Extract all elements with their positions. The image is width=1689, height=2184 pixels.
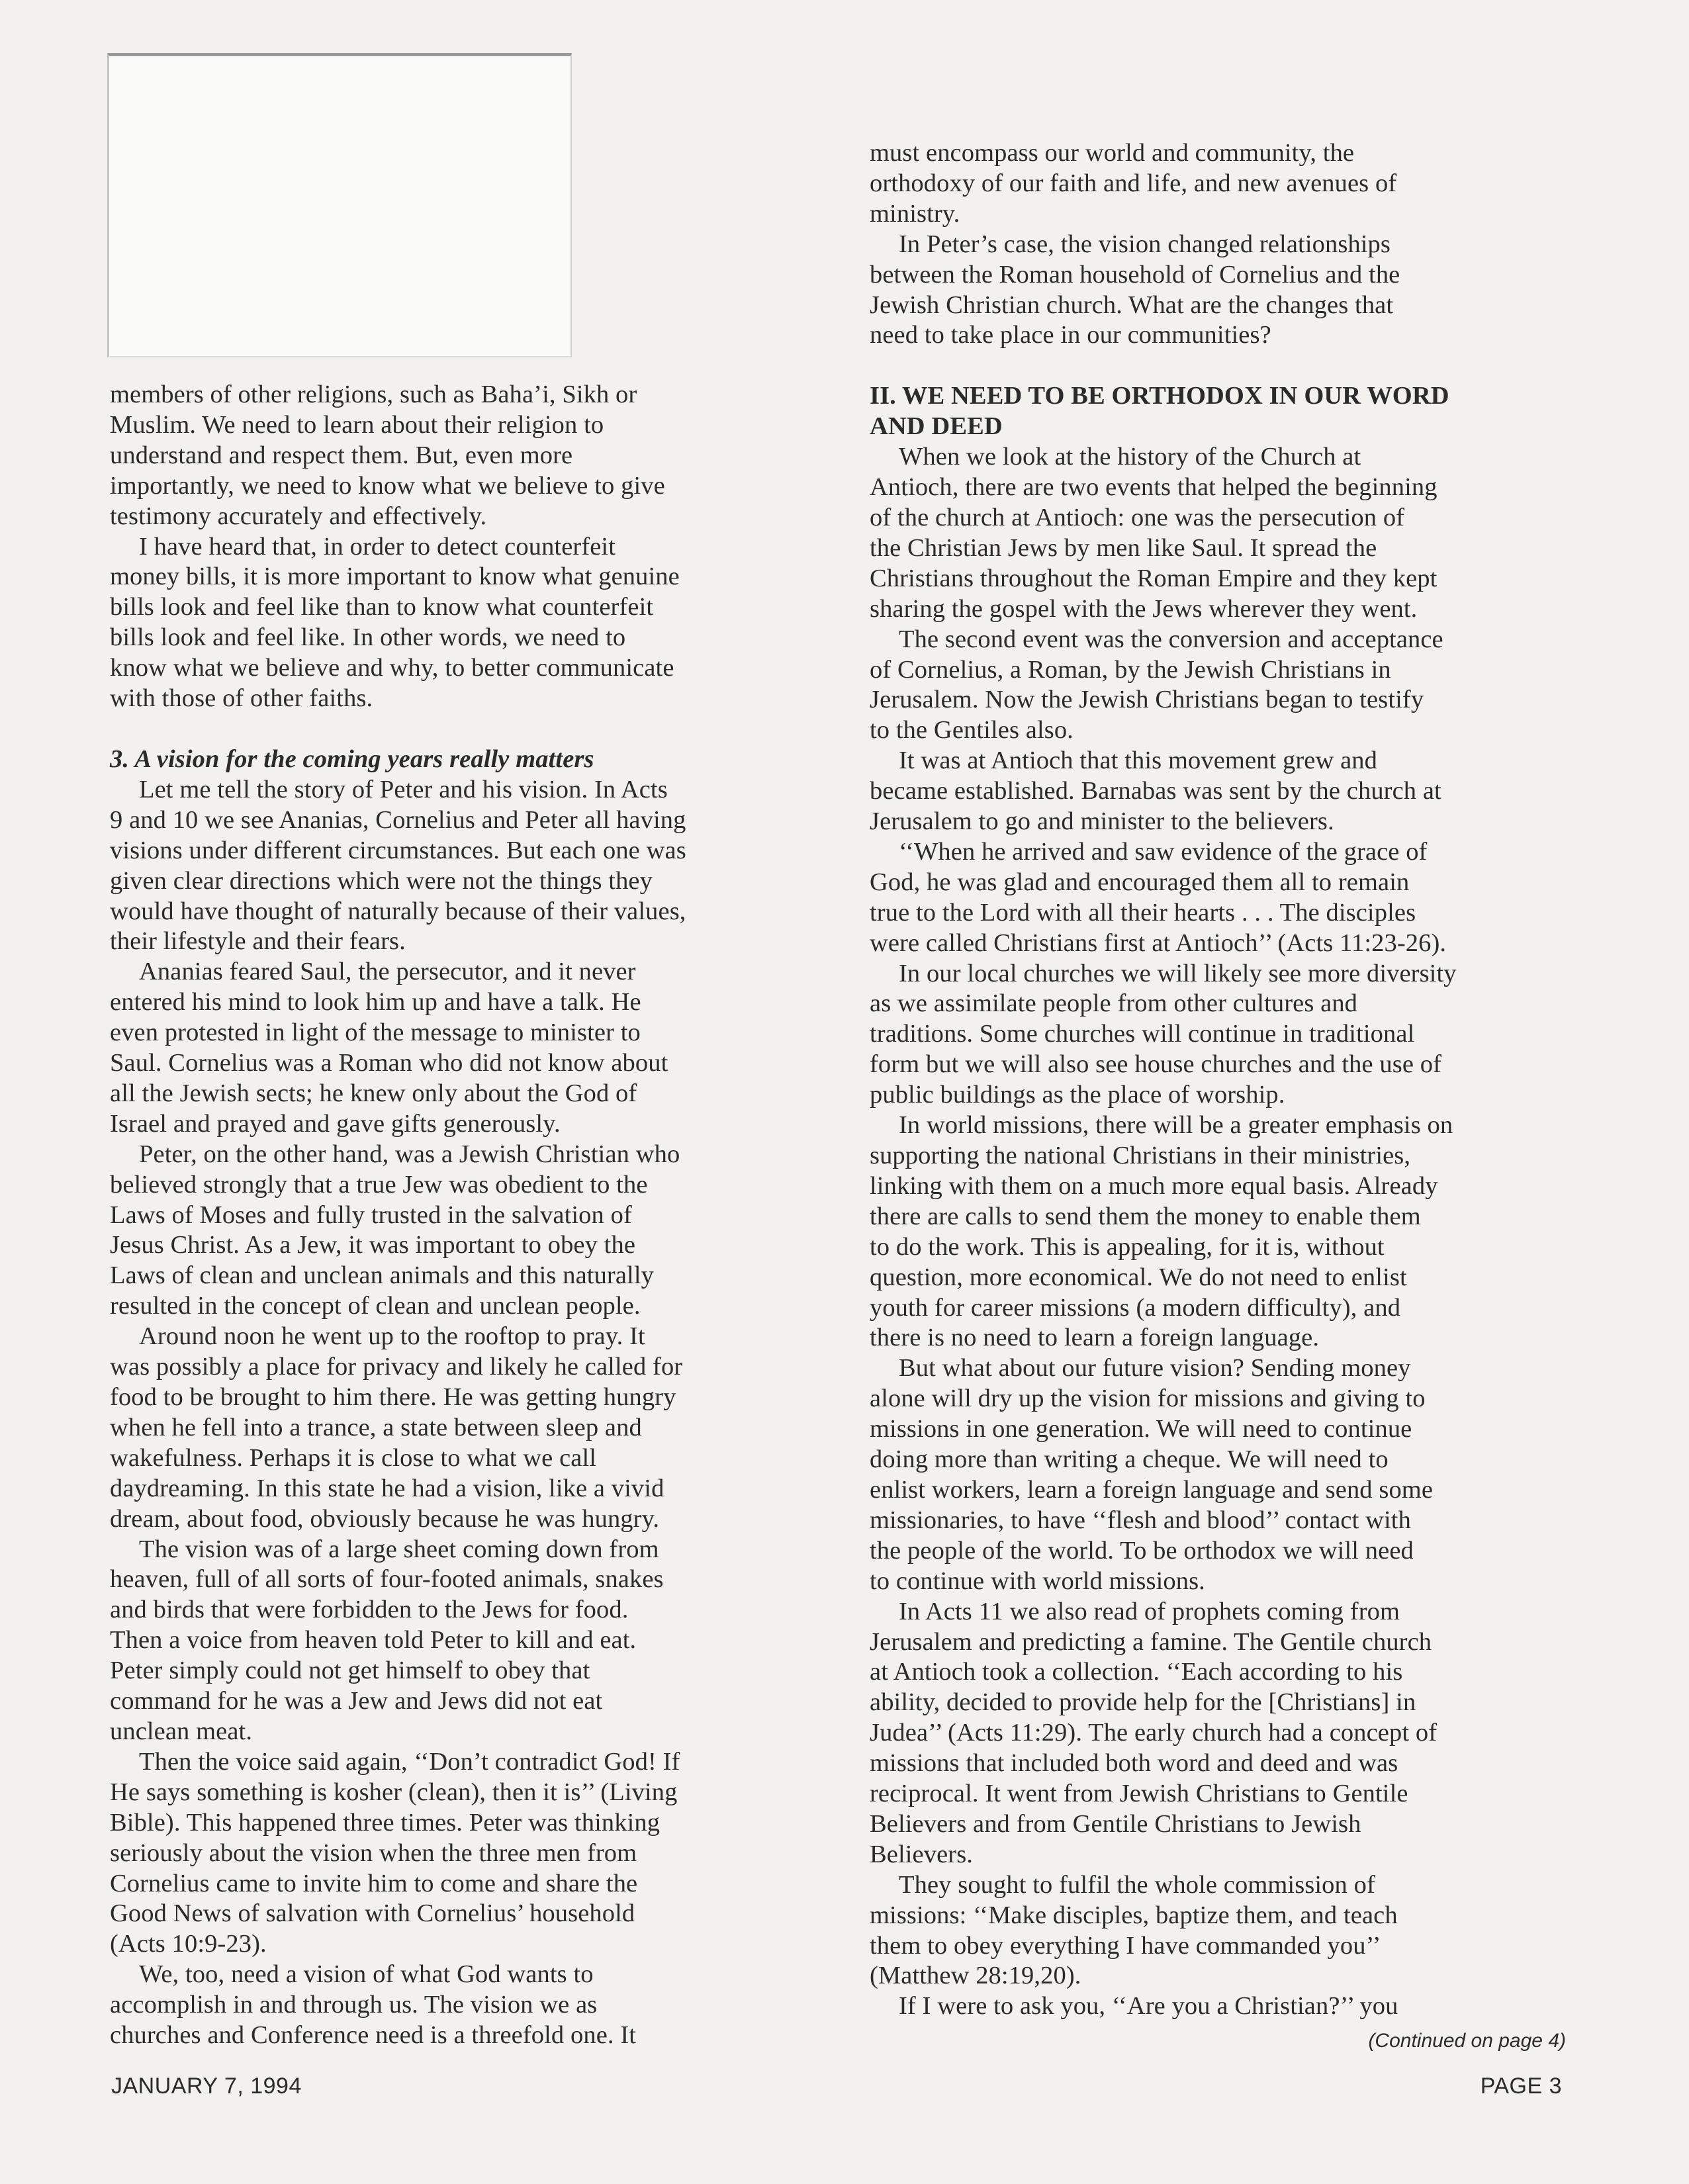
paragraph: In world missions, there will be a greater emphasis on supporting the national Christians in their ministries, linking with them on a much more equal basis. Already there are calls to send them the money to enable them to do the work. This is appealing, for it is, without question, more economical. We do not need to enlist youth for career missions (a modern difficulty), and there is no need to learn a foreign language. [870, 1111, 1453, 1352]
left-column [110, 380, 831, 2051]
paragraph: must encompass our world and community, the orthodoxy of our faith and life, and new avenues of ministry. [870, 139, 1397, 228]
right-column [870, 138, 1591, 2022]
paragraph: Let me tell the story of Peter and his vision. In Acts 9 and 10 we see Ananias, Cornelius and Peter all having visions under different circumstances. But each one was given clear directions which were not the things they would have thought of naturally because of their values, their lifestyle and their fears. [110, 775, 686, 956]
paragraph: In Peter’s case, the vision changed relationships between the Roman household of Cornelius and the Jewish Christian church. What are the changes that need to take place in our communities? [870, 230, 1400, 349]
section-heading: 3. A vision for the coming years really matters [110, 745, 594, 773]
continued-note: (Continued on page 4) [1368, 2030, 1566, 2052]
section-heading: II. WE NEED TO BE ORTHODOX IN OUR WORD AND DEED [870, 382, 1449, 441]
paragraph: When we look at the history of the Church at Antioch, there are two events that helped the beginning of the church at Antioch: one was the persecution of the Christian Jews by men like Saul. It spread the Christians throughout the Roman Empire and they kept sharing the gospel with the Jews wherever they went. [870, 443, 1438, 623]
paragraph: Peter, on the other hand, was a Jewish Christian who believed strongly that a true Jew was obedient to the Laws of Moses and fully trusted in the salvation of Jesus Christ. As a Jew, it was important to obey the Laws of clean and unclean animals and this naturally resulted in the concept of clean and unclean people. [110, 1140, 680, 1320]
footer-page-number: PAGE 3 [1480, 2073, 1562, 2099]
paragraph: ‘‘When he arrived and saw evidence of the grace of God, he was glad and encouraged them all to remain true to the Lord with all their hearts . . . The disciples were called Christians first at Antioch’’ (Acts 11:23-26). [870, 837, 1447, 957]
paragraph: Then the voice said again, ‘‘Don’t contradict God! If He says something is kosher (clean), then it is’’ (Living Bible). This happened three times. Peter was thinking seriously about the vision when the three men from Cornelius came to invite him to come and share the Good News of salvation with Cornelius’ household (Acts 10:9-23). [110, 1747, 680, 1958]
paragraph: In Acts 11 we also read of prophets coming from Jerusalem and predicting a famine. The Gentile church at Antioch took a collection. ‘‘Each according to his ability, decided to provide help for the [Christians] in Judea’’ (Acts 11:29). The early church had a concept of missions that included both word and deed and was reciprocal. It went from Jewish Christians to Gentile Believers and from Gentile Christians to Jewish Believers. [870, 1597, 1438, 1868]
paragraph: If I were to ask you, ‘‘Are you a Christian?’’ you [899, 1992, 1398, 2021]
photo-placeholder [107, 53, 572, 357]
paragraph: I have heard that, in order to detect counterfeit money bills, it is more important to know what genuine bills look and feel like than to know what counterfeit bills look and feel like. In other words, we need to know what we believe and why, to better communicate with those of other faiths. [110, 532, 680, 713]
paragraph: The vision was of a large sheet coming down from heaven, full of all sorts of four-footed animals, snakes and birds that were forbidden to the Jews for food. Then a voice from heaven told Peter to kill and eat. Peter simply could not get himself to obey that command for he was a Jew and Jews did not eat unclean meat. [110, 1535, 664, 1745]
paragraph: Around noon he went up to the rooftop to pray. It was possibly a place for privacy and likely he called for food to be brought to him there. He was getting hungry when he fell into a trance, a state between sleep and wakefulness. Perhaps it is close to what we call daydreaming. In this state he had a vision, like a vivid dream, about food, obviously because he was hungry. [110, 1322, 683, 1533]
paragraph: members of other religions, such as Baha’i, Sikh or Muslim. We need to learn about their religion to understand and respect them. But, even more importantly, we need to know what we believe to give testimony accurately and effectively. [110, 381, 665, 530]
footer-date: JANUARY 7, 1994 [111, 2073, 302, 2099]
paragraph: We, too, need a vision of what God wants to accomplish in and through us. The vision we as churches and Conference need is a threefold one. It [110, 1960, 637, 2050]
paragraph: In our local churches we will likely see more diversity as we assimilate people from other cultures and traditions. Some churches will continue in traditional form but we will also see house churches and the use of public buildings as the place of worship. [870, 959, 1457, 1109]
paragraph: But what about our future vision? Sending money alone will dry up the vision for missions and giving to missions in one generation. We will need to continue doing more than writing a cheque. We will need to enlist workers, learn a foreign language and send some missionaries, to have ‘‘flesh and blood’’ contact with the people of the world. To be orthodox we will need to continue with world missions. [870, 1354, 1434, 1595]
paragraph: It was at Antioch that this movement grew and became established. Barnabas was sent by the church at Jerusalem to go and minister to the believers. [870, 747, 1441, 836]
paragraph: Ananias feared Saul, the persecutor, and it never entered his mind to look him up and have a talk. He even protested in light of the message to minister to Saul. Cornelius was a Roman who did not know about all the Jewish sects; he knew only about the God of Israel and prayed and gave gifts generously. [110, 958, 668, 1138]
paragraph: They sought to fulfil the whole commission of missions: ‘‘Make disciples, baptize them, and teach them to obey everything I have commanded you’’ (Matthew 28:19,20). [870, 1870, 1398, 1990]
paragraph: The second event was the conversion and acceptance of Cornelius, a Roman, by the Jewish Christians in Jerusalem. Now the Jewish Christians began to testify to the Gentiles also. [870, 625, 1443, 745]
